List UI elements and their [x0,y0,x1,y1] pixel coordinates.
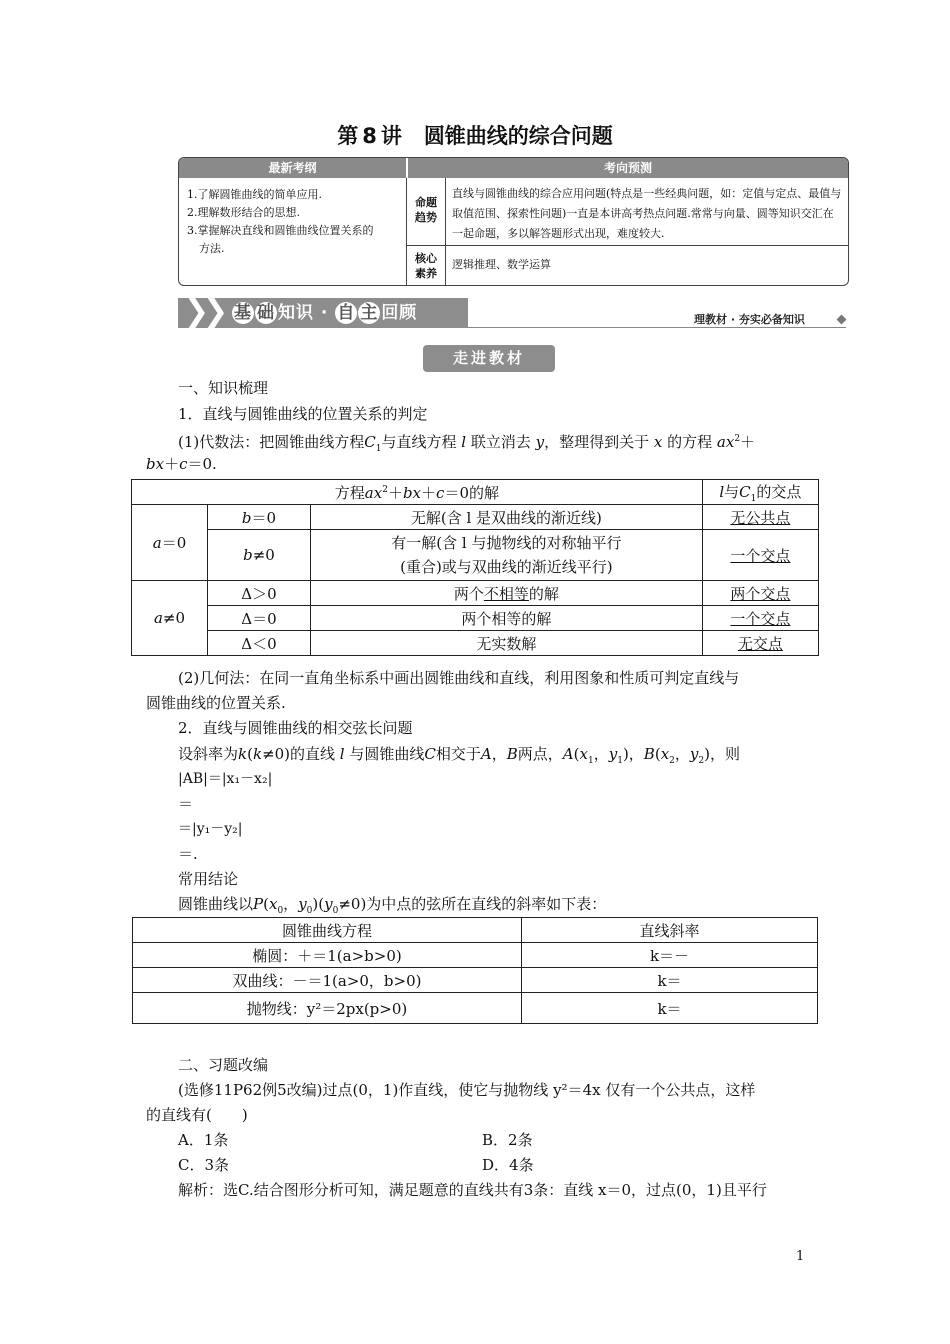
banner-char: 础 [257,303,275,323]
formula-line: ＝|y₁－y₂| [178,821,243,837]
title-prefix: 第 [337,124,359,148]
syllabus-header-left: 最新考纲 [179,158,406,178]
banner-dot: · [320,303,329,323]
cell-text: (重合)或与双曲线的渐近线平行) [400,558,613,576]
text-run: 的方程 [667,433,713,451]
table-head: 方程$ax^2+bx+c=0$的解 [132,480,703,505]
text-run: ＋ [740,433,756,451]
text-run: ，则 [709,745,740,763]
syllabus-box [178,157,849,286]
table-cell [311,581,703,606]
cell-text: ≠0 [252,546,275,564]
paragraph: 圆锥曲线的位置关系. [146,694,286,712]
table-cell: 两个相等的解 [311,606,703,631]
paragraph: 设斜率为k(k≠0)的直线 l 与圆锥曲线C相交于A，B两点，$A(x_1$，$y_1$)，$B(x_2$，$y_2$)，则 [178,745,740,766]
cell-text: ＝0 [161,534,187,552]
cell-text: 不相等 [483,584,529,603]
label-core [407,251,445,281]
banner-word: 回顾 [381,303,418,323]
subheading: 1．直线与圆锥曲线的位置关系的判定 [178,405,428,423]
cell-text: 无公共点 [730,508,791,527]
label-trend-1: 命题 [415,196,437,209]
table-head: 圆锥曲线方程 [133,918,522,943]
text-run: 圆锥曲线以 [178,895,254,913]
syllabus-item: 1.了解圆锥曲线的简单应用. [187,188,322,201]
banner-text [232,298,417,328]
banner-char: 主 [360,303,379,323]
cell-text: ≠0 [162,609,186,627]
title-text: 圆锥曲线的综合问题 [423,124,613,148]
text-run: ，整理得到关于 [544,433,650,451]
cell-text: ＋ [387,483,403,502]
label-core-2: 素养 [415,267,437,280]
text-run: 两点， [517,745,563,763]
table-cell: k＝－ [522,943,818,968]
text-run: 相交于 [435,745,481,763]
subheading: 2．直线与圆锥曲线的相交弦长问题 [178,719,413,737]
cell-text: ＝0 [251,508,277,527]
table-cell: 双曲线：－＝1(a>0，b>0) [133,968,522,993]
table-cell: Δ＞0 [208,581,311,606]
table-cell: 椭圆：＋＝1(a>b>0) [133,943,522,968]
section-heading: 二、习题改编 [178,1056,269,1074]
option-a: A．1条 [178,1131,229,1149]
text-run: 联立消去 [470,433,531,451]
cell-text: 一个交点 [730,609,791,628]
paragraph: 圆锥曲线以$P(x_0$，$y_0)(y_0\ne 0)$为中点的弦所在直线的斜率如下表： [178,895,607,916]
chevrons-icon: ❯❯ [184,294,223,329]
table-cell [702,505,818,530]
syllabus-header-right: 考向预测 [408,158,848,178]
table-cell: Δ＝0 [208,606,311,631]
label-trend [407,195,445,225]
title-num: 8 [362,124,377,148]
banner-rule [468,327,846,328]
text-run: ≠0)的直线 [262,745,336,763]
syllabus-item: 方法. [199,242,225,255]
syllabus-item: 2.理解数形结合的思想. [187,206,300,219]
table-cell: b＝0 [208,505,311,530]
table-cell [311,530,703,581]
slope-table [132,917,818,1024]
cell-text: 两个 [453,584,484,603]
trend-text: 直线与圆锥曲线的综合应用问题(特点是一些经典问题，如：定值与定点、最值与取值范围、探索性问题)一直是本讲高考热点问题.常常与向量、圆等知识交汇在一起命题，多以解答题形式出现，难度较大. [452,187,842,240]
banner-word: 知识 [278,303,314,323]
cell-text: 的交点 [756,482,802,501]
paragraph: (1)代数法：把圆锥曲线方程$C_1$与直线方程 l 联立消去 y，整理得到关于 x 的方程 $ax^2+$ [178,433,756,454]
cell-text: 无交点 [737,634,783,653]
table-cell: 无解(含 l 是双曲线的渐近线) [311,505,703,530]
cell-text: 一个交点 [730,546,791,565]
subheading: 常用结论 [178,870,239,888]
diamond-icon [837,315,847,325]
text-run: ＝0. [187,455,217,473]
option-d: D．4条 [482,1156,534,1174]
table-cell: Δ＜0 [208,631,311,656]
option-c: C．3条 [178,1156,230,1174]
table-cell: k＝ [522,968,818,993]
table-cell: a≠0 [132,581,208,656]
formula-line: ＝ [178,795,194,813]
title-suffix: 讲 [380,124,402,148]
answer-text: 解析：选C.结合图形分析可知，满足题意的直线共有3条：直线 x＝0，过点(0，1)且平行 [178,1181,767,1199]
syllabus-item: 3.掌握解决直线和圆锥曲线位置关系的 [187,224,374,237]
label-core-1: 核心 [415,252,437,265]
cell-text: 的解 [528,584,559,603]
text-run: (1)代数法：把圆锥曲线方程 [178,433,365,451]
banner-char: 基 [234,303,252,323]
text-run: 与直线方程 [381,433,457,451]
table-head: l与$C_1$的交点 [702,480,818,505]
label-trend-2: 趋势 [415,211,437,224]
table-cell: a＝0 [132,505,208,581]
text-run: 设斜率为 [178,745,239,763]
paragraph: (2)几何法：在同一直角坐标系中画出圆锥曲线和直线，利用图象和性质可判定直线与 [178,669,740,687]
table-cell: 抛物线：y²＝2px(p>0) [133,993,522,1024]
cell-text: 有一解(含 l 与抛物线的对称轴平行 [391,534,622,552]
option-b: B．2条 [482,1131,533,1149]
cell-text: ＝0的解 [444,483,499,502]
page-number: 1 [796,1249,805,1264]
question-text: (选修11P62例5改编)过点(0，1)作直线，使它与抛物线 y²＝4x 仅有一个公共点，这样 [178,1081,756,1099]
table-cell [702,530,818,581]
intersection-table [131,479,819,656]
formula-line: |AB|＝|x₁－x₂| [178,771,273,787]
paragraph: bx＋c＝0. [146,455,217,473]
table-cell: b≠0 [208,530,311,581]
table-cell [702,606,818,631]
sub-banner: 走进教材 [423,345,555,372]
text-run: ≠0)为中点的弦所在直线的斜率如下表： [338,895,607,913]
core-text: 逻辑推理、数学运算 [452,258,551,271]
formula-line: ＝. [178,845,198,863]
text-run: 与圆锥曲线 [349,745,425,763]
cell-text: 方程 [334,483,365,502]
banner-char: 自 [337,303,356,323]
section-banner [178,294,468,329]
cell-text: 与 [724,482,740,501]
section-heading: 一、知识梳理 [178,379,269,397]
cell-text: 两个交点 [730,584,791,603]
table-head: 直线斜率 [522,918,818,943]
table-cell [702,631,818,656]
table-cell [702,581,818,606]
syllabus-items [187,186,402,258]
banner-right-text: 理教材 · 夯实必备知识 [694,313,805,326]
table-cell: 无实数解 [311,631,703,656]
question-text: 的直线有( ) [146,1106,248,1124]
table-cell: k＝ [522,993,818,1024]
page-title [0,120,950,150]
